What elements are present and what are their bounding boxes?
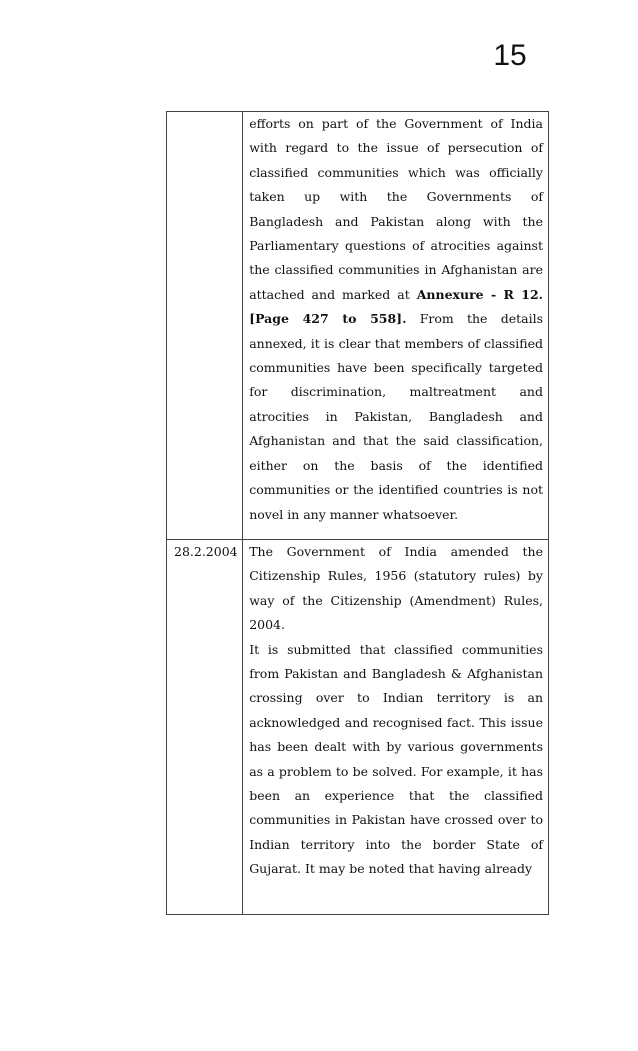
paragraph: It is submitted that classified communities from Pakistan and Bangladesh & Afghanistan crossing over to Indian territory is an acknowledged and recognised fact. This issue has been dealt with by various governments as a problem to be solved. For example, it has been an experience that the classified communities in Pakistan have crossed over to Indian territory into the border State of Gujarat. It may be noted that having already bbox=[249, 641, 543, 877]
chronology-table bbox=[166, 111, 549, 915]
paragraph-text: From the details annexed, it is clear that members of classified communities have been specifically targeted for discrimination, maltreatment and atrocities in Pakistan, Bangladesh and Afghanistan and that the said classification, either on the basis of the identified communities or the identified countries is not novel in any manner whatsoever. bbox=[249, 311, 543, 522]
page-number: 15 bbox=[493, 39, 527, 72]
date-cell bbox=[167, 112, 243, 540]
paragraph-text: efforts on part of the Government of India with regard to the issue of persecution of classified communities which was officially taken up with the Governments of Bangladesh and Pakistan along with the Parliamentary questions of atrocities against the classified communities in Afghanistan are attached and marked at bbox=[249, 116, 543, 302]
table-row bbox=[167, 540, 549, 915]
annexure-reference: Annexure - R 12. [Page 427 to 558]. bbox=[249, 286, 543, 327]
paragraph bbox=[249, 112, 543, 527]
description-cell bbox=[243, 540, 549, 915]
date-cell bbox=[167, 540, 243, 915]
table-row bbox=[167, 112, 549, 540]
row-date: 28.2.2004 bbox=[174, 544, 238, 559]
paragraph: The Government of India amended the Citizenship Rules, 1956 (statutory rules) by way of the Citizenship (Amendment) Rules, 2004. bbox=[249, 544, 543, 633]
description-cell bbox=[243, 112, 549, 540]
